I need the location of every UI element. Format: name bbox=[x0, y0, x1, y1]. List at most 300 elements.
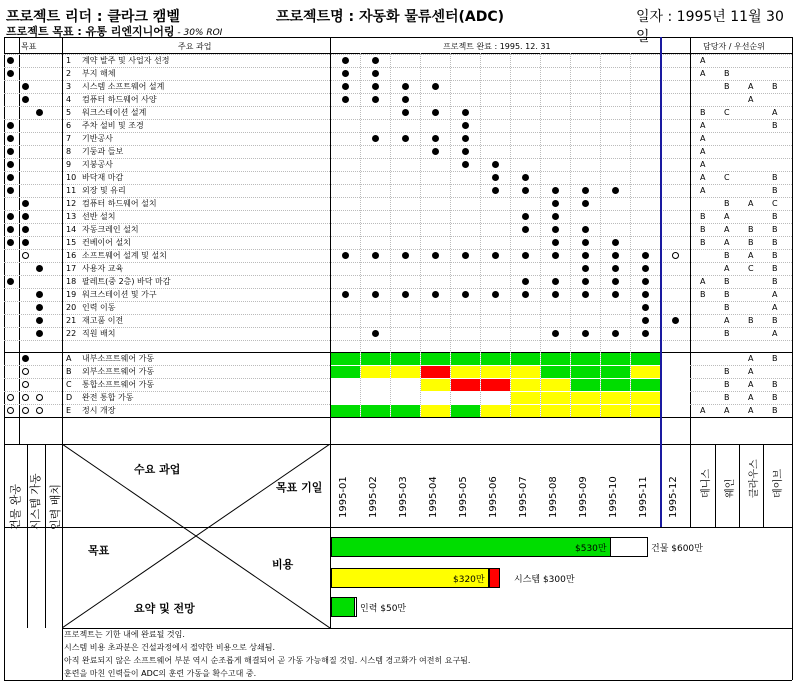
schedule-mark bbox=[342, 83, 349, 90]
month-label: 1995-02 bbox=[368, 476, 379, 518]
metric-label: 완전 통합 가동 bbox=[82, 393, 134, 402]
goal-mark bbox=[22, 200, 29, 207]
owner-priority: B bbox=[772, 121, 778, 130]
month-label: 1995-07 bbox=[518, 476, 529, 518]
row-separator bbox=[4, 365, 330, 366]
status-cell bbox=[601, 353, 630, 365]
owner-priority: A bbox=[700, 277, 706, 286]
schedule-mark bbox=[372, 70, 379, 77]
owner-priority: C bbox=[724, 173, 730, 182]
owner-priority: B bbox=[772, 354, 778, 363]
owner-priority: B bbox=[772, 316, 778, 325]
frame-right bbox=[792, 37, 793, 680]
task-number: 20 bbox=[66, 303, 77, 312]
schedule-mark bbox=[432, 252, 439, 259]
schedule-mark bbox=[522, 174, 529, 181]
owner-priority: B bbox=[772, 225, 778, 234]
owner-priority: A bbox=[772, 108, 778, 117]
owner-priority: B bbox=[748, 225, 754, 234]
schedule-mark bbox=[522, 226, 529, 233]
schedule-mark bbox=[582, 226, 589, 233]
task-number: 7 bbox=[66, 134, 72, 143]
task-label: 기둥과 들보 bbox=[82, 147, 124, 156]
schedule-mark bbox=[612, 187, 619, 194]
goal-mark bbox=[7, 135, 14, 142]
schedule-mark bbox=[582, 200, 589, 207]
owner-priority: A bbox=[748, 82, 754, 91]
owner-priority: C bbox=[724, 108, 730, 117]
schedule-mark bbox=[402, 135, 409, 142]
schedule-mark bbox=[372, 252, 379, 259]
schedule-mark bbox=[582, 252, 589, 259]
schedule-mark bbox=[522, 278, 529, 285]
owner-priority: A bbox=[700, 134, 706, 143]
xmatrix-cost-label: 비용 bbox=[272, 558, 294, 571]
status-cell bbox=[511, 353, 540, 365]
status-cell bbox=[481, 366, 510, 378]
owner-priority: B bbox=[724, 303, 730, 312]
schedule-mark bbox=[642, 265, 649, 272]
schedule-mark bbox=[462, 291, 469, 298]
task-number: 10 bbox=[66, 173, 77, 182]
schedule-mark bbox=[372, 135, 379, 142]
task-label: 소프트웨어 설계 및 설치 bbox=[82, 251, 167, 260]
owner-priority: A bbox=[700, 147, 706, 156]
row-separator bbox=[4, 391, 330, 392]
status-cell bbox=[511, 405, 540, 417]
schedule-mark bbox=[342, 291, 349, 298]
goal-mark bbox=[36, 317, 43, 324]
metric-code: E bbox=[66, 406, 72, 415]
goal-mark bbox=[36, 265, 43, 272]
owner-priority: A bbox=[700, 121, 706, 130]
schedule-mark bbox=[642, 252, 649, 259]
status-cell bbox=[601, 405, 630, 417]
status-cell bbox=[571, 392, 600, 404]
goal-mark bbox=[22, 239, 29, 246]
owner-name: 데이브 bbox=[773, 469, 784, 498]
owner-priority: A bbox=[724, 212, 730, 221]
task-label: 워크스테이션 설계 bbox=[82, 108, 147, 117]
task-number: 21 bbox=[66, 316, 77, 325]
status-cell bbox=[331, 366, 360, 378]
status-cell bbox=[541, 405, 570, 417]
task-label: 계약 발주 및 사업자 선정 bbox=[82, 56, 170, 65]
frame-bottom bbox=[4, 680, 792, 681]
task-label: 팔레트(중 2층) 바닥 마감 bbox=[82, 277, 171, 286]
owner-priority: B bbox=[772, 264, 778, 273]
owner-priority: A bbox=[724, 406, 730, 415]
owner-priority: B bbox=[724, 199, 730, 208]
status-cell bbox=[541, 392, 570, 404]
goal-mark bbox=[22, 213, 29, 220]
owner-priority: B bbox=[772, 393, 778, 402]
cost-bar-value: $530만 bbox=[575, 544, 607, 554]
goal-mark bbox=[7, 122, 14, 129]
goal-mark-open bbox=[36, 407, 43, 414]
goal-label: 건물 완공 bbox=[9, 483, 22, 530]
owner-name: 데니스 bbox=[701, 469, 712, 498]
schedule-mark bbox=[552, 226, 559, 233]
goal-mark bbox=[7, 161, 14, 168]
summary-line: 프로젝트는 기한 내에 완료될 것임. bbox=[64, 630, 185, 639]
schedule-mark bbox=[582, 187, 589, 194]
status-cell bbox=[421, 405, 450, 417]
owner-priority: A bbox=[700, 406, 706, 415]
schedule-mark bbox=[342, 252, 349, 259]
cost-bar-overrun bbox=[489, 568, 500, 588]
schedule-mark bbox=[522, 252, 529, 259]
status-cell bbox=[451, 353, 480, 365]
metric-label: 외부소프트웨어 가동 bbox=[82, 367, 155, 376]
goal-mark bbox=[7, 278, 14, 285]
owner-priority: B bbox=[772, 406, 778, 415]
goal-mark bbox=[22, 96, 29, 103]
schedule-mark bbox=[522, 291, 529, 298]
owner-priority: B bbox=[748, 316, 754, 325]
schedule-mark bbox=[612, 278, 619, 285]
owner-priority: C bbox=[748, 264, 754, 273]
goal-label: 인력 배치 bbox=[49, 483, 62, 530]
status-cell bbox=[631, 366, 660, 378]
row-separator bbox=[4, 327, 792, 328]
owner-priority: A bbox=[724, 238, 730, 247]
owner-priority: A bbox=[700, 160, 706, 169]
schedule-mark bbox=[462, 109, 469, 116]
cost-bar-actual bbox=[331, 597, 355, 617]
status-cell bbox=[571, 353, 600, 365]
owner-priority: A bbox=[772, 329, 778, 338]
status-cell bbox=[631, 353, 660, 365]
goal-mark bbox=[22, 83, 29, 90]
schedule-mark bbox=[432, 135, 439, 142]
frame-left bbox=[4, 37, 5, 680]
metric-code: A bbox=[66, 354, 72, 363]
owner-name: 클라우스 bbox=[749, 459, 760, 498]
schedule-mark bbox=[612, 265, 619, 272]
schedule-mark bbox=[372, 330, 379, 337]
task-label: 직원 배치 bbox=[82, 329, 116, 338]
owner-priority: B bbox=[772, 212, 778, 221]
schedule-mark bbox=[552, 278, 559, 285]
goals-header: 목표 bbox=[21, 42, 37, 51]
schedule-mark bbox=[342, 70, 349, 77]
owner-priority: B bbox=[724, 380, 730, 389]
schedule-mark bbox=[492, 252, 499, 259]
task-label: 선반 설치 bbox=[82, 212, 116, 221]
status-cell bbox=[421, 353, 450, 365]
objective-prefix: 프로젝트 목표 : bbox=[6, 25, 86, 38]
status-cell bbox=[511, 379, 540, 391]
objective-suffix: - 30% ROI bbox=[174, 28, 223, 38]
cost-bar-value: $320만 bbox=[453, 575, 485, 585]
owner-priority: B bbox=[724, 329, 730, 338]
xmatrix-left-label: 목표 bbox=[88, 544, 110, 557]
owner-priority: A bbox=[724, 225, 730, 234]
metric-label: 내부소프트웨어 가동 bbox=[82, 354, 155, 363]
task-label: 외장 및 유리 bbox=[82, 186, 126, 195]
task-number: 14 bbox=[66, 225, 77, 234]
owner-priority: B bbox=[772, 251, 778, 260]
schedule-mark bbox=[582, 239, 589, 246]
timeline-header: 프로젝트 완료 : 1995. 12. 31 bbox=[443, 42, 551, 51]
owner-priority: A bbox=[700, 56, 706, 65]
owner-priority: B bbox=[772, 186, 778, 195]
owner-priority: B bbox=[700, 238, 706, 247]
status-cell bbox=[391, 366, 420, 378]
schedule-mark bbox=[492, 161, 499, 168]
grid-line bbox=[45, 444, 46, 628]
status-cell bbox=[451, 366, 480, 378]
xmatrix-right-label: 목표 기일 bbox=[276, 481, 323, 494]
goal-mark bbox=[7, 213, 14, 220]
schedule-mark bbox=[612, 239, 619, 246]
schedule-mark bbox=[642, 304, 649, 311]
schedule-mark bbox=[552, 187, 559, 194]
schedule-mark bbox=[552, 291, 559, 298]
status-cell bbox=[511, 366, 540, 378]
row-separator bbox=[4, 340, 792, 341]
owner-priority: B bbox=[772, 277, 778, 286]
row-separator bbox=[4, 404, 330, 405]
month-label: 1995-04 bbox=[428, 476, 439, 518]
xmatrix-bottom-label: 요약 및 전망 bbox=[134, 602, 195, 615]
owner-priority: B bbox=[724, 69, 730, 78]
status-cell bbox=[601, 379, 630, 391]
goal-mark bbox=[36, 330, 43, 337]
schedule-mark bbox=[372, 57, 379, 64]
owner-priority: B bbox=[772, 238, 778, 247]
schedule-mark bbox=[612, 252, 619, 259]
schedule-mark-open bbox=[672, 252, 679, 259]
goal-mark bbox=[22, 355, 29, 362]
grid-line bbox=[27, 444, 28, 628]
grid-line bbox=[739, 444, 740, 527]
row-separator bbox=[690, 365, 792, 366]
status-cell bbox=[451, 379, 480, 391]
month-label: 1995-06 bbox=[488, 476, 499, 518]
schedule-mark bbox=[552, 200, 559, 207]
x-matrix-svg bbox=[62, 444, 330, 628]
task-label: 인력 이동 bbox=[82, 303, 116, 312]
owner-priority: A bbox=[748, 251, 754, 260]
task-number: 6 bbox=[66, 121, 72, 130]
schedule-mark bbox=[492, 291, 499, 298]
task-number: 9 bbox=[66, 160, 72, 169]
metric-code: D bbox=[66, 393, 73, 402]
goal-mark bbox=[7, 187, 14, 194]
owner-priority: A bbox=[748, 354, 754, 363]
schedule-mark bbox=[462, 135, 469, 142]
owner-priority: B bbox=[724, 393, 730, 402]
owner-priority: A bbox=[700, 173, 706, 182]
schedule-mark bbox=[432, 148, 439, 155]
owner-priority: B bbox=[724, 290, 730, 299]
owner-priority: B bbox=[748, 238, 754, 247]
goal-mark bbox=[36, 304, 43, 311]
goal-label: 시스템 가동 bbox=[29, 473, 42, 530]
row-separator bbox=[4, 67, 792, 68]
month-label: 1995-12 bbox=[668, 476, 679, 518]
month-label: 1995-08 bbox=[548, 476, 559, 518]
task-number: 17 bbox=[66, 264, 77, 273]
owner-priority: C bbox=[772, 199, 778, 208]
goal-mark-open bbox=[36, 394, 43, 401]
goal-mark-open bbox=[22, 381, 29, 388]
owner-priority: B bbox=[700, 108, 706, 117]
status-cell bbox=[601, 392, 630, 404]
owner-priority: A bbox=[700, 69, 706, 78]
goal-mark-open bbox=[22, 368, 29, 375]
schedule-mark bbox=[672, 317, 679, 324]
schedule-mark bbox=[372, 83, 379, 90]
task-label: 컨베이어 설치 bbox=[82, 238, 131, 247]
summary-line: 아직 완료되지 않은 소프트웨어 부분 역시 순조롭게 해결되어 곧 가동 가능해질 것임. 시스템 경고화가 여전히 요구됨. bbox=[64, 656, 471, 665]
schedule-mark bbox=[552, 239, 559, 246]
grid-line bbox=[715, 444, 716, 527]
goal-mark-open bbox=[7, 394, 14, 401]
deadline-marker bbox=[660, 37, 662, 527]
status-cell bbox=[391, 353, 420, 365]
task-number: 19 bbox=[66, 290, 77, 299]
task-label: 자동크레인 설치 bbox=[82, 225, 139, 234]
tasks-header: 주요 과업 bbox=[178, 42, 212, 51]
schedule-mark bbox=[642, 278, 649, 285]
task-label: 부지 해체 bbox=[82, 69, 116, 78]
owner-priority: A bbox=[724, 316, 730, 325]
owner-priority: A bbox=[748, 199, 754, 208]
owner-priority: B bbox=[700, 290, 706, 299]
status-cell bbox=[361, 366, 390, 378]
status-cell bbox=[361, 405, 390, 417]
grid-line bbox=[763, 444, 764, 527]
goal-mark bbox=[7, 174, 14, 181]
schedule-mark bbox=[462, 161, 469, 168]
task-label: 컴퓨터 하드웨어 사양 bbox=[82, 95, 157, 104]
owner-priority: B bbox=[772, 380, 778, 389]
goal-mark bbox=[7, 148, 14, 155]
report-date: 일자 : 1995년 11월 30일 bbox=[636, 9, 784, 45]
month-label: 1995-11 bbox=[638, 476, 649, 518]
task-number: 22 bbox=[66, 329, 77, 338]
status-cell bbox=[631, 379, 660, 391]
owner-priority: A bbox=[748, 406, 754, 415]
owner-priority: B bbox=[700, 212, 706, 221]
schedule-mark bbox=[462, 252, 469, 259]
goal-mark bbox=[7, 57, 14, 64]
schedule-mark bbox=[552, 252, 559, 259]
schedule-mark bbox=[492, 187, 499, 194]
goal-mark bbox=[36, 291, 43, 298]
task-number: 16 bbox=[66, 251, 77, 260]
goal-mark-open bbox=[22, 407, 29, 414]
task-number: 4 bbox=[66, 95, 72, 104]
month-label: 1995-09 bbox=[578, 476, 589, 518]
metric-label: 통합소프트웨어 가동 bbox=[82, 380, 155, 389]
schedule-mark bbox=[432, 83, 439, 90]
task-number: 2 bbox=[66, 69, 72, 78]
owner-priority: B bbox=[724, 277, 730, 286]
schedule-mark bbox=[462, 148, 469, 155]
task-number: 13 bbox=[66, 212, 77, 221]
task-label: 시스템 소프트웨어 설계 bbox=[82, 82, 165, 91]
schedule-mark bbox=[642, 317, 649, 324]
schedule-mark bbox=[372, 291, 379, 298]
status-cell bbox=[481, 353, 510, 365]
task-label: 지붕공사 bbox=[82, 160, 113, 169]
owner-priority: A bbox=[772, 290, 778, 299]
status-cell bbox=[331, 353, 360, 365]
project-leader: 프로젝트 리더 : 클라크 캠벨 bbox=[6, 9, 180, 25]
task-number: 8 bbox=[66, 147, 72, 156]
schedule-mark bbox=[552, 213, 559, 220]
schedule-mark bbox=[582, 291, 589, 298]
owner-priority: B bbox=[700, 225, 706, 234]
row-separator bbox=[4, 158, 792, 159]
status-cell bbox=[331, 405, 360, 417]
row-separator bbox=[4, 301, 792, 302]
owner-priority: A bbox=[724, 264, 730, 273]
owner-priority: B bbox=[724, 82, 730, 91]
task-label: 기반공사 bbox=[82, 134, 113, 143]
owner-priority: A bbox=[772, 303, 778, 312]
goal-mark bbox=[7, 226, 14, 233]
schedule-mark bbox=[402, 96, 409, 103]
schedule-mark bbox=[462, 122, 469, 129]
task-label: 워크스테이션 및 가구 bbox=[82, 290, 157, 299]
timeline-right bbox=[690, 37, 691, 527]
task-label: 컴퓨터 하드웨어 설치 bbox=[82, 199, 157, 208]
goal-mark bbox=[22, 226, 29, 233]
schedule-mark bbox=[402, 291, 409, 298]
schedule-mark bbox=[342, 96, 349, 103]
row-separator bbox=[4, 378, 330, 379]
schedule-mark bbox=[582, 330, 589, 337]
task-label: 재고품 이전 bbox=[82, 316, 124, 325]
owners-header: 담당자 / 우선순위 bbox=[703, 42, 765, 51]
owner-priority: B bbox=[772, 173, 778, 182]
owner-priority: B bbox=[724, 367, 730, 376]
schedule-mark bbox=[642, 330, 649, 337]
goal-mark bbox=[7, 239, 14, 246]
schedule-mark bbox=[612, 330, 619, 337]
frame-top bbox=[4, 37, 792, 38]
cost-bar-label: 시스템 $300만 bbox=[514, 575, 575, 585]
status-cell bbox=[391, 405, 420, 417]
cost-bar-label: 건물 $600만 bbox=[651, 544, 703, 554]
cost-bar-actual bbox=[331, 537, 611, 557]
task-label: 주차 설비 및 조경 bbox=[82, 121, 144, 130]
goal-mark-open bbox=[7, 407, 14, 414]
row-separator bbox=[4, 132, 792, 133]
row-separator bbox=[4, 210, 792, 211]
task-label: 사용자 교육 bbox=[82, 264, 124, 273]
project-name: 프로젝트명 : 자동화 물류센터(ADC) bbox=[276, 9, 505, 25]
schedule-mark bbox=[582, 265, 589, 272]
grid-line bbox=[19, 37, 20, 444]
schedule-mark bbox=[372, 96, 379, 103]
status-cell bbox=[511, 392, 540, 404]
goal-mark bbox=[36, 109, 43, 116]
summary-line: 훈련을 마친 인력들이 ADC의 훈련 가동을 확수고대 중. bbox=[64, 669, 257, 678]
xmatrix-top-label: 수요 과업 bbox=[134, 463, 181, 476]
month-label: 1995-10 bbox=[608, 476, 619, 518]
status-cell bbox=[571, 366, 600, 378]
task-number: 18 bbox=[66, 277, 77, 286]
status-cell bbox=[481, 379, 510, 391]
schedule-mark bbox=[342, 57, 349, 64]
schedule-mark bbox=[432, 291, 439, 298]
